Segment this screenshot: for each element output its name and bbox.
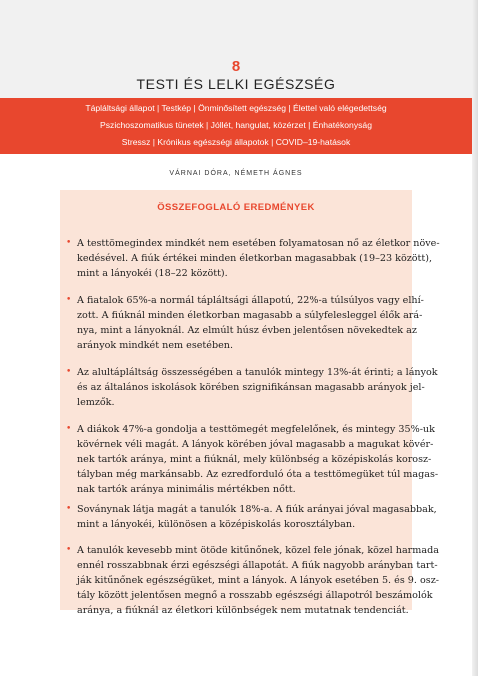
summary-text-line: ják kitűnőnek egészségüket, mint a lányok. A lányok esetében 5. és 9. osz- [77,575,439,586]
summary-text-line: aránya, a fiúknál az életkori különbségek nem mutatnak tendenciát. [77,605,409,616]
bullet-marker: • [66,295,72,305]
summary-text-line: A fiatalok 65%-a normál tápláltsági állapotú, 22%-a túlsúlyos vagy elhí- [77,295,424,306]
summary-text-line: arányok mindkét nem esetében. [77,340,234,351]
bullet-marker: • [66,545,72,555]
summary-text-line: Soványnak látja magát a tanulók 18%-a. A fiúk arányai jóval magasabbak, [77,504,437,515]
summary-text-line: ennél rosszabbnak érzi egészségi állapotát. A fiúk nagyobb arányban tart- [77,560,438,571]
chapter-number: 8 [231,58,241,75]
summary-text-line: A tanulók kevesebb mint ötöde kitűnőnek, közel fele jónak, közel harmada [77,545,439,556]
keywords-line: Stressz | Krónikus egészségi állapotok | COVID–19-hatások [121,137,351,147]
summary-text-line: tály között jelentősen megnő a rosszabb egészségi állapotról beszámolók [77,590,433,601]
summary-text-line: Az alultápláltság összességében a tanulók mintegy 13%-át érinti; a lányok [77,367,438,378]
bullet-marker: • [66,367,72,377]
bullet-marker: • [66,504,72,514]
chapter-title: TESTI ÉS LELKI EGÉSZSÉG [136,76,336,92]
summary-text-line: A diákok 47%-a gondolja a testtömegét megfelelőnek, és mintegy 35%-uk [77,424,435,435]
bullet-marker: • [66,424,72,434]
summary-title: ÖSSZEFOGLALÓ EREDMÉNYEK [157,202,315,213]
page-edge [472,0,478,676]
summary-text-line: lemzők. [77,397,115,408]
keywords-band [0,98,472,154]
keywords-line: Pszichoszomatikus tünetek | Jóllét, hangulat, közérzet | Énhatékonyság [100,120,372,130]
summary-text-line: mint a lányokéi (18–22 között). [77,268,228,279]
summary-text-line: tályban még markánsabb. Az ezredforduló óta a testtömegüket túl magas- [77,469,439,480]
summary-text-line: nek tartók aránya, mint a fiúknál, mely különbség a középiskolás korosz- [77,454,432,465]
summary-text-line: nak tartók aránya minimális mértékben nőtt. [77,484,296,495]
summary-text-line: és az általános iskolások körében szignifikánsan magasabb arányok jel- [77,382,425,393]
summary-text-line: kedésével. A fiúk értékei minden életkorban magasabbak (19–23 között), [77,253,433,264]
summary-text-line: kövérnek véli magát. A lányok körében jóval magasabb a magukat kövér- [77,439,434,450]
summary-text-line: A testtömegindex mindkét nem esetében folyamatosan nő az életkor növe- [77,238,440,249]
authors: VÁRNAI DÓRA, NÉMETH ÁGNES [169,170,303,177]
summary-text-line: nya, mint a lányoknál. Az elmúlt húsz évben jelentősen növekedtek az [77,325,417,336]
bullet-marker: • [66,238,72,248]
summary-text-line: mint a lányokéi, különösen a középiskolás korosztályban. [77,519,356,530]
keywords-line: Tápláltsági állapot | Testkép | Önminősített egészség | Élettel való elégedettség [85,103,387,113]
summary-text-line: zott. A fiúknál minden életkorban magasabb a súlyfeleslеggel élők ará- [77,310,423,321]
